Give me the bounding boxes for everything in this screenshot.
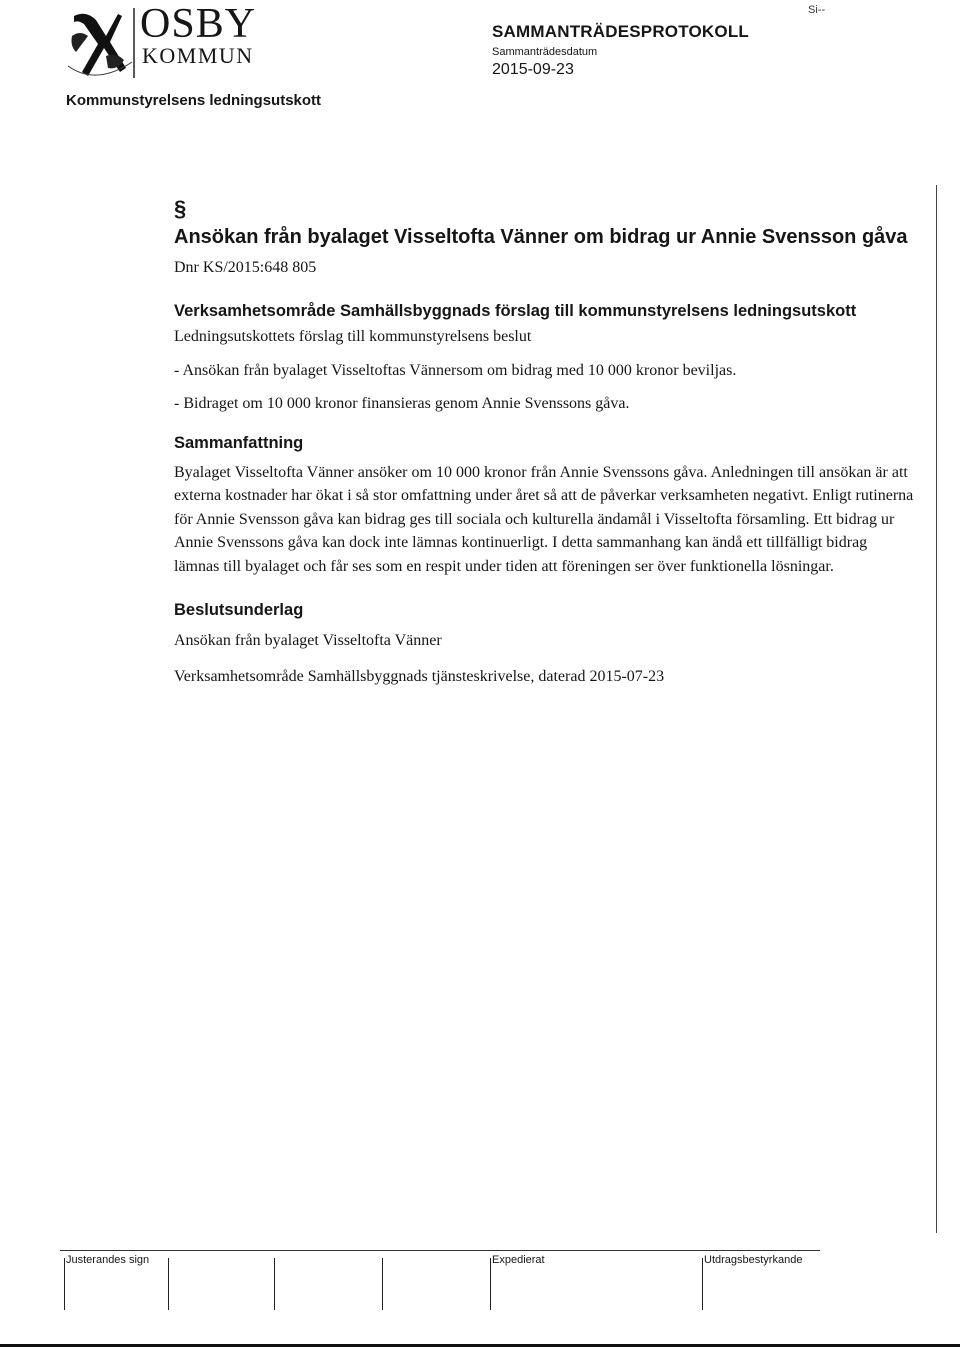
- document-title: SAMMANTRÄDESPROTOKOLL: [492, 22, 749, 41]
- municipality-crest-icon: [66, 6, 136, 80]
- section-sign: §: [174, 196, 187, 221]
- org-subtitle: KOMMUN: [142, 43, 254, 68]
- basis-heading: Beslutsunderlag: [174, 601, 304, 619]
- meeting-date-label: Sammanträdesdatum: [492, 46, 598, 58]
- document-body: [174, 196, 914, 688]
- signature-box-divider: [490, 1258, 491, 1310]
- margin-rule: [936, 185, 937, 1233]
- org-name: OSBY: [140, 1, 257, 47]
- footer-rule: [60, 1250, 820, 1251]
- proposal-item: - Ansökan från byalaget Visseltoftas Vännersom om bidrag med 10 000 kronor beviljas.: [174, 361, 737, 379]
- signature-box-divider: [168, 1258, 169, 1310]
- proposal-intro: Ledningsutskottets förslag till kommunstyrelsens beslut: [174, 328, 532, 345]
- page-bottom-border: [0, 1344, 960, 1347]
- expedierat-label: Expedierat: [492, 1254, 545, 1266]
- meeting-date: 2015-09-23: [492, 61, 574, 78]
- page-number: Si--: [808, 4, 826, 16]
- basis-item: Verksamhetsområde Samhällsbyggnads tjänsteskrivelse, daterad 2015-07-23: [174, 667, 665, 685]
- signature-box-divider: [702, 1258, 703, 1310]
- signature-box-divider: [274, 1258, 275, 1310]
- proposal-heading: Verksamhetsområde Samhällsbyggnads förslag till kommunstyrelsens ledningsutskott: [174, 302, 857, 320]
- signature-box-divider: [64, 1258, 65, 1310]
- summary-text: Byalaget Visseltofta Vänner ansöker om 10 000 kronor från Annie Svenssons gåva. Anledningen till ansökan är att externa kostnader har ökat i så stor omfattning under året så att de påverkar verksamheten negativt. Enligt rutinerna för Annie Svensson gåva kan bidrag ges till sociala och kulturella ändamål i Visseltofta församling. Ett bidrag ur Annie Svenssons gåva kan dock inte lämnas kontinuerligt. I detta sammanhang kan ändå ett tillfälligt bidrag lämnas till byalaget och får ses som en respit under tiden att föreningen ser över funktionella lösningar.: [174, 463, 914, 575]
- proposal-item: - Bidraget om 10 000 kronor finansieras genom Annie Svenssons gåva.: [174, 395, 630, 412]
- signature-box-divider: [382, 1258, 383, 1310]
- summary-heading: Sammanfattning: [174, 433, 304, 452]
- item-title: Ansökan från byalaget Visseltofta Vänner om bidrag ur Annie Svensson gåva: [174, 226, 908, 248]
- committee-name: Kommunstyrelsens ledningsutskott: [66, 92, 322, 109]
- basis-item: Ansökan från byalaget Visseltofta Vänner: [174, 632, 442, 649]
- justerandes-sign-label: Justerandes sign: [66, 1254, 150, 1266]
- case-number: Dnr KS/2015:648 805: [174, 259, 317, 276]
- utdragsbestyrkande-label: Utdragsbestyrkande: [704, 1254, 803, 1266]
